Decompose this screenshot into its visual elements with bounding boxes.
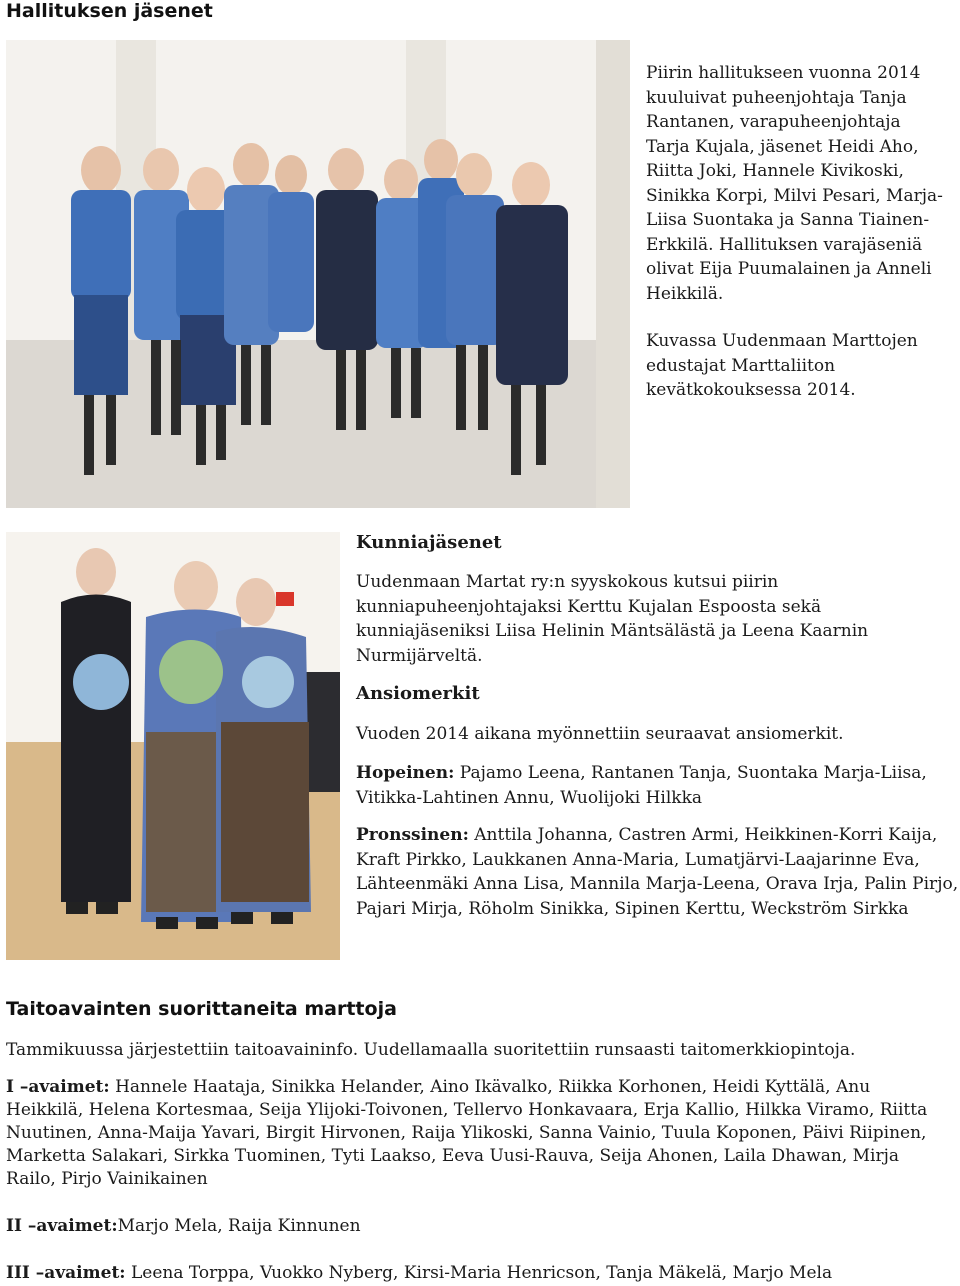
keys-level-3-paragraph: [6, 1261, 946, 1286]
bronze-merits-paragraph: [356, 823, 960, 921]
keys-level-1-label: I –avaimet:: [6, 1077, 110, 1097]
section-title-merits: Ansiomerkit: [356, 683, 480, 704]
merits-intro: Vuoden 2014 aikana myönnettiin seuraavat ansiomerkit.: [356, 724, 844, 744]
keys-level-2-paragraph: [6, 1214, 936, 1239]
section-title-board: Hallituksen jäsenet: [6, 0, 213, 22]
keys-level-3-names: Leena Torppa, Vuokko Nyberg, Kirsi-Maria Henricson, Tanja Mäkelä, Marjo Mela: [125, 1263, 833, 1283]
board-photo-caption: Kuvassa Uudenmaan Marttojen edustajat Marttaliiton kevätkokouksessa 2014.: [646, 331, 918, 400]
silver-merits-paragraph: [356, 761, 958, 810]
keys-level-1-paragraph: [6, 1076, 936, 1191]
section-title-honorary: Kunniajäsenet: [356, 532, 502, 553]
silver-names: Pajamo Leena, Rantanen Tanja, Suontaka Marja-Liisa, Vitikka-Lahtinen Annu, Wuolijoki Hilkka: [356, 763, 927, 808]
board-members-paragraph: Piirin hallitukseen vuonna 2014 kuuluivat puheenjohtaja Tanja Rantanen, varapuheenjohtaja Tarja Kujala, jäsenet Heidi Aho, Riitta Joki, Hannele Kivikoski, Sinikka Korpi, Milvi Pesari, Marja-Liisa Suontaka ja Sanna Tiainen-Erkkilä. Hallituksen varajäseniä olivat Eija Puumalainen ja Anneli Heikkilä.: [646, 63, 943, 304]
keys-level-2-names: Marjo Mela, Raija Kinnunen: [117, 1216, 361, 1236]
board-group-photo: [6, 40, 630, 508]
bronze-names: Anttila Johanna, Castren Armi, Heikkinen-Korri Kaija, Kraft Pirkko, Laukkanen Anna-Maria, Lumatjärvi-Laajarinne Eva, Lähteenmäki Anna Lisa, Mannila Marja-Leena, Orava Irja, Palin Pirjo, Pajari Mirja, Röholm Sinikka, Sipinen Kerttu, Weckström Sirkka: [356, 825, 959, 919]
skill-keys-intro: Tammikuussa järjestettiin taitoavaininfo. Uudellamaalla suoritettiin runsaasti taitomerkkiopintoja.: [6, 1040, 856, 1060]
keys-level-1-names: Hannele Haataja, Sinikka Helander, Aino Ikävalko, Riikka Korhonen, Heidi Kyttälä, Anu Heikkilä, Helena Kortesmaa, Seija Ylijoki-Toivonen, Tellervo Honkavaara, Erja Kallio, Hilkka Viramo, Riitta Nuutinen, Anna-Maija Yavari, Birgit Hirvonen, Raija Ylikoski, Sanna Vainio, Tuula Koponen, Päivi Riipinen, Marketta Salakari, Sirkka Tuominen, Tyti Laakso, Eeva Uusi-Rauva, Seija Ahonen, Laila Dhawan, Mirja Railo, Pirjo Vainikainen: [6, 1077, 928, 1189]
silver-label: Hopeinen:: [356, 763, 455, 783]
keys-level-2-label: II –avaimet:: [6, 1216, 118, 1236]
honorary-members-photo: [6, 532, 340, 960]
section-title-skill-keys: Taitoavainten suorittaneita marttoja: [6, 998, 397, 1020]
honorary-paragraph: Uudenmaan Martat ry:n syyskokous kutsui piirin kunniapuheenjohtajaksi Kerttu Kujalan Espoosta sekä kunniajäseniksi Liisa Helinin Mäntsälästä ja Leena Kaarnin Nurmijärveltä.: [356, 572, 869, 666]
keys-level-3-label: III –avaimet:: [6, 1263, 126, 1283]
bronze-label: Pronssinen:: [356, 825, 469, 845]
